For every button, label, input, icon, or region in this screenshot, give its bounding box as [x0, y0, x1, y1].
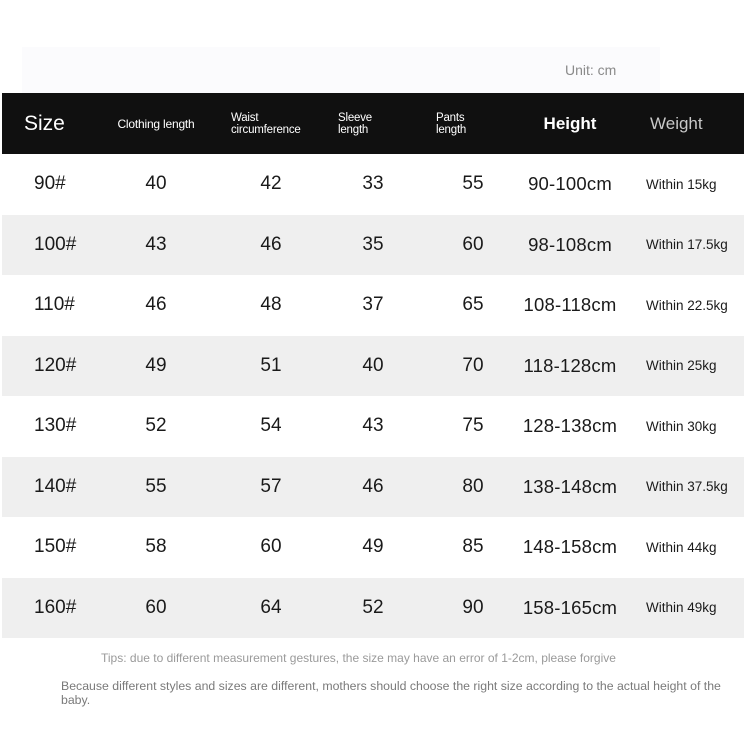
- header-size: Size: [24, 111, 65, 135]
- cell-height: 128-138cm: [522, 415, 618, 437]
- cell-sleeve: 33: [362, 173, 384, 195]
- cell-pants: 60: [462, 233, 484, 255]
- cell-waist: 42: [260, 173, 282, 195]
- cell-size: 120#: [34, 354, 77, 376]
- cell-weight: Within 22.5kg: [646, 297, 728, 313]
- header-pants-line1: Pants: [436, 111, 465, 124]
- cell-weight: Within 15kg: [646, 176, 717, 192]
- header-waist-circumference: [218, 93, 324, 154]
- cell-clothing-length: 52: [145, 415, 167, 437]
- cell-height: 138-148cm: [522, 475, 618, 497]
- header-height: Height: [543, 113, 597, 133]
- table-row: [2, 457, 744, 518]
- cell-waist: 60: [260, 536, 282, 558]
- cell-clothing-length: 60: [145, 596, 167, 618]
- cell-height: 108-118cm: [523, 294, 617, 316]
- table-row: [2, 275, 744, 336]
- table-row: [2, 517, 744, 578]
- tip-measurement-error: Tips: due to different measurement gestures, the size may have an error of 1-2cm, please forgive: [101, 651, 616, 665]
- cell-pants: 55: [462, 173, 484, 195]
- cell-size: 100#: [34, 233, 77, 255]
- header-waist-line1: Waist: [231, 111, 259, 124]
- cell-waist: 46: [260, 233, 282, 255]
- cell-waist: 64: [260, 596, 282, 618]
- cell-size: 150#: [34, 536, 77, 558]
- cell-waist: 48: [260, 294, 282, 316]
- table-row: [2, 336, 744, 397]
- cell-height: 118-128cm: [523, 354, 617, 376]
- cell-pants: 80: [462, 475, 484, 497]
- table-row: [2, 154, 744, 215]
- cell-weight: Within 44kg: [646, 539, 717, 555]
- cell-weight: Within 30kg: [646, 418, 717, 434]
- cell-clothing-length: 46: [145, 294, 167, 316]
- cell-height: 98-108cm: [528, 233, 612, 255]
- cell-size: 130#: [34, 415, 77, 437]
- cell-clothing-length: 58: [145, 536, 167, 558]
- size-chart-table: [2, 93, 744, 638]
- cell-waist: 54: [260, 415, 282, 437]
- cell-pants: 75: [462, 415, 484, 437]
- table-row: [2, 578, 744, 639]
- cell-weight: Within 37.5kg: [646, 479, 728, 495]
- cell-pants: 85: [462, 536, 484, 558]
- cell-weight: Within 49kg: [646, 600, 717, 616]
- cell-clothing-length: 40: [145, 173, 167, 195]
- header-clothing-length: Clothing length: [117, 116, 195, 131]
- header-sleeve-line1: Sleeve: [338, 111, 372, 124]
- cell-sleeve: 43: [362, 415, 384, 437]
- cell-sleeve: 46: [362, 475, 384, 497]
- tip-size-advice: Because different styles and sizes are different, mothers should choose the right size according to the actual height of the baby.: [61, 679, 721, 707]
- header-weight: Weight: [650, 113, 703, 133]
- table-row: [2, 215, 744, 276]
- cell-height: 90-100cm: [528, 173, 612, 195]
- cell-weight: Within 25kg: [646, 358, 717, 374]
- unit-label: Unit: cm: [565, 62, 617, 78]
- cell-pants: 65: [462, 294, 484, 316]
- cell-sleeve: 49: [362, 536, 384, 558]
- cell-sleeve: 40: [362, 354, 384, 376]
- cell-size: 160#: [34, 596, 77, 618]
- cell-size: 110#: [34, 294, 75, 316]
- cell-waist: 51: [260, 354, 282, 376]
- cell-clothing-length: 55: [145, 475, 167, 497]
- cell-clothing-length: 49: [145, 354, 167, 376]
- table-header-row: [2, 93, 744, 154]
- cell-height: 158-165cm: [522, 596, 618, 618]
- cell-waist: 57: [260, 475, 282, 497]
- cell-size: 140#: [34, 475, 77, 497]
- cell-size: 90#: [34, 173, 66, 195]
- cell-height: 148-158cm: [522, 536, 618, 558]
- table-row: [2, 396, 744, 457]
- cell-pants: 90: [462, 596, 484, 618]
- header-pants-line2: length: [436, 123, 467, 136]
- cell-pants: 70: [462, 354, 484, 376]
- cell-sleeve: 52: [362, 596, 384, 618]
- cell-weight: Within 17.5kg: [646, 237, 728, 253]
- cell-sleeve: 37: [362, 294, 384, 316]
- header-waist-line2: circumference: [231, 123, 301, 136]
- header-sleeve-length: [324, 93, 422, 154]
- cell-clothing-length: 43: [145, 233, 167, 255]
- header-sleeve-line2: length: [338, 123, 369, 136]
- cell-sleeve: 35: [362, 233, 384, 255]
